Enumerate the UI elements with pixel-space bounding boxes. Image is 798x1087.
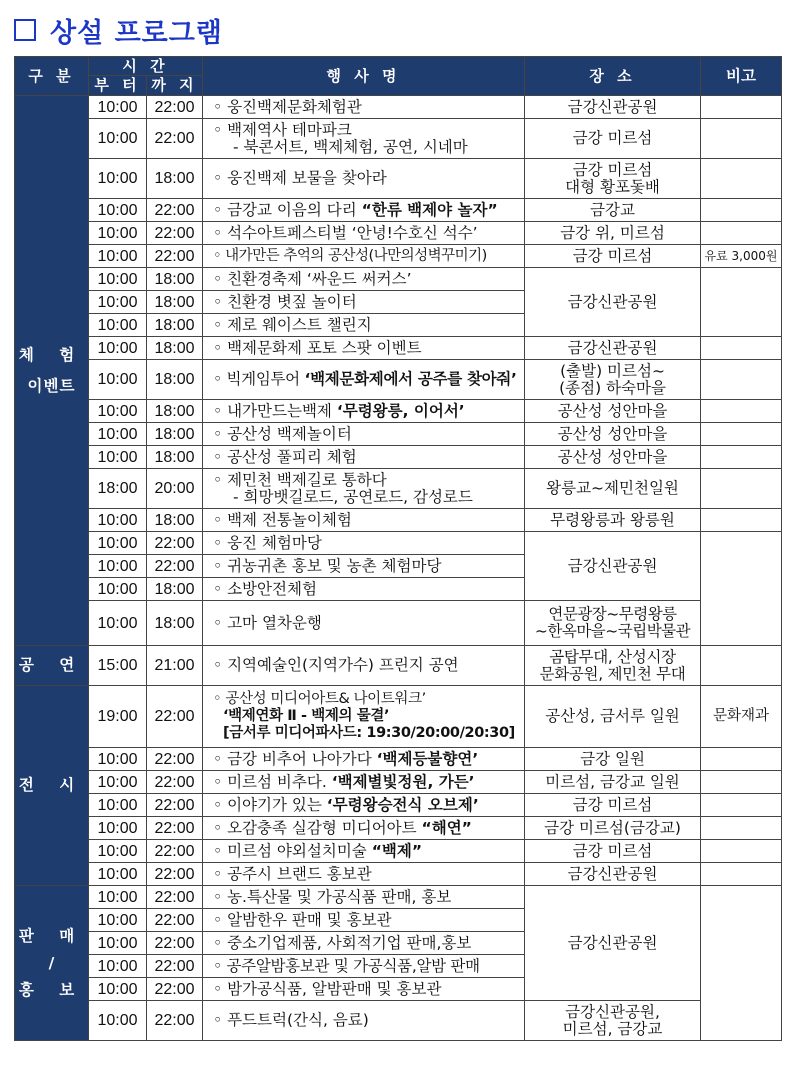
event-name: ◦ 귀농귀촌 홍보 및 농촌 체험마당 — [203, 555, 525, 578]
category-exhibition: 전 시 — [15, 686, 89, 886]
event-name: ◦ 제로 웨이스트 챌린지 — [203, 314, 525, 337]
start-time: 10:00 — [89, 337, 147, 360]
event-name: ◦ 미르섬 비추다. ‘백제별빛정원, 가든’ — [203, 771, 525, 794]
note — [701, 748, 782, 771]
event-name: ◦ 지역예술인(지역가수) 프린지 공연 — [203, 646, 525, 686]
end-time: 18:00 — [147, 578, 203, 601]
event-name: ◦ 알밤한우 판매 및 홍보관 — [203, 909, 525, 932]
note — [701, 159, 782, 199]
table-row — [15, 469, 782, 509]
end-time: 18:00 — [147, 291, 203, 314]
table-row — [15, 400, 782, 423]
place: 금강 위, 미르섬 — [525, 222, 701, 245]
header-start: 부 터 — [89, 76, 147, 96]
table-row — [15, 222, 782, 245]
end-time: 22:00 — [147, 886, 203, 909]
event-name: ◦ 공산성 미디어아트& 나이트워크’ ‘백제연화 Ⅱ - 백제의 물결’ [금서루 미디어파사드: 19:30/20:00/20:30] — [203, 686, 525, 748]
place: 금강신관공원 — [525, 268, 701, 337]
start-time: 10:00 — [89, 886, 147, 909]
event-name: ◦ 제민천 백제길로 통하다 - 희망뱃길로드, 공연로드, 감성로드 — [203, 469, 525, 509]
event-name: ◦ 웅진백제 보물을 찾아라 — [203, 159, 525, 199]
start-time: 10:00 — [89, 578, 147, 601]
note — [701, 886, 782, 1041]
title-text: 상설 프로그램 — [50, 17, 223, 49]
place: 금강 일원 — [525, 748, 701, 771]
start-time: 10:00 — [89, 509, 147, 532]
end-time: 22:00 — [147, 748, 203, 771]
place: 금강 미르섬 — [525, 840, 701, 863]
note — [701, 96, 782, 119]
table-row — [15, 817, 782, 840]
place: 공산성, 금서루 일원 — [525, 686, 701, 748]
table-row — [15, 601, 782, 646]
checkbox-square-icon — [14, 19, 36, 41]
place: 금강 미르섬 — [525, 245, 701, 268]
place-line: (출발) 미르섬~ — [560, 361, 665, 380]
place: 미르섬, 금강교 일원 — [525, 771, 701, 794]
note — [701, 863, 782, 886]
event-name: ◦ 오감충족 실감형 미디어아트 “해연” — [203, 817, 525, 840]
start-time: 10:00 — [89, 840, 147, 863]
note — [701, 199, 782, 222]
note — [701, 446, 782, 469]
table-row — [15, 794, 782, 817]
event-name: ◦ 이야기가 있는 ‘무령왕승전식 오브제’ — [203, 794, 525, 817]
end-time: 22:00 — [147, 817, 203, 840]
start-time: 10:00 — [89, 446, 147, 469]
start-time: 10:00 — [89, 794, 147, 817]
start-time: 10:00 — [89, 748, 147, 771]
event-name: ◦ 농.특산물 및 가공식품 판매, 홍보 — [203, 886, 525, 909]
table-row — [15, 423, 782, 446]
category-performance: 공 연 — [15, 646, 89, 686]
event-name: ◦ 백제 전통놀이체험 — [203, 509, 525, 532]
end-time: 22:00 — [147, 96, 203, 119]
event-name: ◦ 웅진백제문화체험관 — [203, 96, 525, 119]
program-table — [14, 56, 782, 1041]
place: 금강 미르섬 — [525, 794, 701, 817]
start-time: 10:00 — [89, 423, 147, 446]
event-name: ◦ 내가만드는백제 ‘무령왕릉, 이어서’ — [203, 400, 525, 423]
header-place: 장 소 — [525, 57, 701, 96]
event-name: ◦ 공주시 브랜드 홍보관 — [203, 863, 525, 886]
table-row — [15, 771, 782, 794]
event-name: ◦ 푸드트럭(간식, 음료) — [203, 1001, 525, 1041]
end-time: 22:00 — [147, 555, 203, 578]
table-row — [15, 509, 782, 532]
page-title — [14, 10, 223, 50]
event-name: ◦ 밤가공식품, 알밤판매 및 홍보관 — [203, 978, 525, 1001]
header-category: 구 분 — [15, 57, 89, 96]
end-time: 20:00 — [147, 469, 203, 509]
table-row — [15, 646, 782, 686]
start-time: 10:00 — [89, 314, 147, 337]
note — [701, 469, 782, 509]
place: 금강신관공원 — [525, 886, 701, 1001]
note — [701, 400, 782, 423]
event-name: ◦ 공주알밤홍보관 및 가공식품,알밤 판매 — [203, 955, 525, 978]
place: 공산성 성안마을 — [525, 446, 701, 469]
note — [701, 794, 782, 817]
event-name: ◦ 웅진 체험마당 — [203, 532, 525, 555]
place-line: 문화공원, 제민천 무대 — [539, 664, 686, 683]
end-time: 18:00 — [147, 509, 203, 532]
event-name: ◦ 금강 비추어 나아가다 ‘백제등불향연’ — [203, 748, 525, 771]
event-name: ◦ 백제역사 테마파크 - 북콘서트, 백제체험, 공연, 시네마 — [203, 119, 525, 159]
header-note: 비고 — [701, 57, 782, 96]
end-time: 22:00 — [147, 840, 203, 863]
start-time: 10:00 — [89, 1001, 147, 1041]
place-line: 미르섬, 금강교 — [562, 1019, 663, 1038]
start-time: 10:00 — [89, 555, 147, 578]
start-time: 10:00 — [89, 159, 147, 199]
start-time: 10:00 — [89, 360, 147, 400]
place: 금강교 — [525, 199, 701, 222]
table-row — [15, 748, 782, 771]
start-time: 10:00 — [89, 119, 147, 159]
end-time: 22:00 — [147, 532, 203, 555]
end-time: 22:00 — [147, 932, 203, 955]
note — [701, 646, 782, 686]
place: 무령왕릉과 왕릉원 — [525, 509, 701, 532]
note — [701, 509, 782, 532]
place-line: 금강신관공원, — [565, 1002, 660, 1021]
end-time: 22:00 — [147, 199, 203, 222]
table-row — [15, 119, 782, 159]
table-row — [15, 1001, 782, 1041]
start-time: 10:00 — [89, 863, 147, 886]
note — [701, 840, 782, 863]
category-experience: 체 험 이벤트 — [15, 96, 89, 646]
start-time: 10:00 — [89, 199, 147, 222]
end-time: 18:00 — [147, 360, 203, 400]
event-name: ◦ 백제문화제 포토 스팟 이벤트 — [203, 337, 525, 360]
event-name: ◦ 금강교 이음의 다리 “한류 백제야 놀자” — [203, 199, 525, 222]
end-time: 18:00 — [147, 268, 203, 291]
start-time: 10:00 — [89, 978, 147, 1001]
note — [701, 268, 782, 337]
note — [701, 532, 782, 646]
event-name: ◦ 미르섬 야외설치미술 “백제” — [203, 840, 525, 863]
table-row — [15, 886, 782, 909]
place: 금강신관공원 — [525, 337, 701, 360]
place: 금강신관공원 — [525, 96, 701, 119]
place-line: (종점) 하숙마을 — [559, 378, 666, 397]
end-time: 18:00 — [147, 337, 203, 360]
event-name: ◦ 공산성 백제놀이터 — [203, 423, 525, 446]
start-time: 10:00 — [89, 601, 147, 646]
header-event: 행 사 명 — [203, 57, 525, 96]
place: 공산성 성안마을 — [525, 423, 701, 446]
header-end: 까 지 — [147, 76, 203, 96]
start-time: 10:00 — [89, 955, 147, 978]
start-time: 10:00 — [89, 909, 147, 932]
start-time: 10:00 — [89, 932, 147, 955]
note: 유료 3,000원 — [701, 245, 782, 268]
category-sales: 판 매 / 홍 보 — [15, 886, 89, 1041]
place-line: 곰탑무대, 산성시장 — [549, 647, 676, 666]
start-time: 10:00 — [89, 291, 147, 314]
start-time: 15:00 — [89, 646, 147, 686]
event-name: ◦ 빅게임투어 ‘백제문화제에서 공주를 찾아줘’ — [203, 360, 525, 400]
place-line: 연문광장~무령왕릉 — [548, 605, 677, 623]
start-time: 18:00 — [89, 469, 147, 509]
note — [701, 771, 782, 794]
end-time: 18:00 — [147, 446, 203, 469]
event-name: ◦ 중소기업제품, 사회적기업 판매,홍보 — [203, 932, 525, 955]
start-time: 10:00 — [89, 532, 147, 555]
table-row — [15, 360, 782, 400]
table-row — [15, 245, 782, 268]
end-time: 18:00 — [147, 423, 203, 446]
table-row — [15, 532, 782, 555]
end-time: 22:00 — [147, 794, 203, 817]
table-row — [15, 686, 782, 748]
event-name: ◦ 공산성 풀피리 체험 — [203, 446, 525, 469]
place: 금강신관공원 — [525, 532, 701, 601]
event-name: ◦ 고마 열차운행 — [203, 601, 525, 646]
place: 금강 미르섬 — [525, 119, 701, 159]
table-row — [15, 159, 782, 199]
place-line: ~한옥마을~국립박물관 — [534, 622, 691, 640]
event-name: ◦ 친환경축제 ‘싸운드 써커스’ — [203, 268, 525, 291]
table-row — [15, 446, 782, 469]
place: 공산성 성안마을 — [525, 400, 701, 423]
end-time: 22:00 — [147, 222, 203, 245]
note — [701, 817, 782, 840]
start-time: 19:00 — [89, 686, 147, 748]
note: 문화재과 — [701, 686, 782, 748]
end-time: 22:00 — [147, 863, 203, 886]
start-time: 10:00 — [89, 400, 147, 423]
table-row — [15, 337, 782, 360]
start-time: 10:00 — [89, 222, 147, 245]
end-time: 22:00 — [147, 245, 203, 268]
end-time: 22:00 — [147, 978, 203, 1001]
end-time: 22:00 — [147, 909, 203, 932]
note — [701, 423, 782, 446]
start-time: 10:00 — [89, 771, 147, 794]
place-line: 금강 미르섬 — [572, 160, 653, 179]
place — [525, 360, 701, 400]
table-row — [15, 863, 782, 886]
place — [525, 159, 701, 199]
place — [525, 1001, 701, 1041]
end-time: 22:00 — [147, 119, 203, 159]
end-time: 18:00 — [147, 314, 203, 337]
start-time: 10:00 — [89, 245, 147, 268]
start-time: 10:00 — [89, 96, 147, 119]
note — [701, 119, 782, 159]
start-time: 10:00 — [89, 268, 147, 291]
event-name: ◦ 소방안전체험 — [203, 578, 525, 601]
end-time: 21:00 — [147, 646, 203, 686]
place-line: 대형 황포돛배 — [565, 177, 660, 196]
note — [701, 337, 782, 360]
event-name: ◦ 석수아트페스티벌 ‘안녕!수호신 석수’ — [203, 222, 525, 245]
end-time: 18:00 — [147, 400, 203, 423]
note — [701, 222, 782, 245]
note — [701, 360, 782, 400]
event-name: ◦ 친환경 볏짚 놀이터 — [203, 291, 525, 314]
table-row — [15, 268, 782, 291]
end-time: 22:00 — [147, 686, 203, 748]
end-time: 22:00 — [147, 1001, 203, 1041]
table-row — [15, 96, 782, 119]
place: 왕릉교~제민천일원 — [525, 469, 701, 509]
end-time: 18:00 — [147, 601, 203, 646]
event-name: ◦ 내가만든 추억의 공산성(나만의성벽꾸미기) — [203, 245, 525, 268]
place: 금강 미르섬(금강교) — [525, 817, 701, 840]
end-time: 22:00 — [147, 955, 203, 978]
header-time: 시 간 — [89, 57, 203, 76]
start-time: 10:00 — [89, 817, 147, 840]
end-time: 22:00 — [147, 771, 203, 794]
table-row — [15, 199, 782, 222]
end-time: 18:00 — [147, 159, 203, 199]
place — [525, 646, 701, 686]
place: 금강신관공원 — [525, 863, 701, 886]
table-row — [15, 840, 782, 863]
place — [525, 601, 701, 646]
